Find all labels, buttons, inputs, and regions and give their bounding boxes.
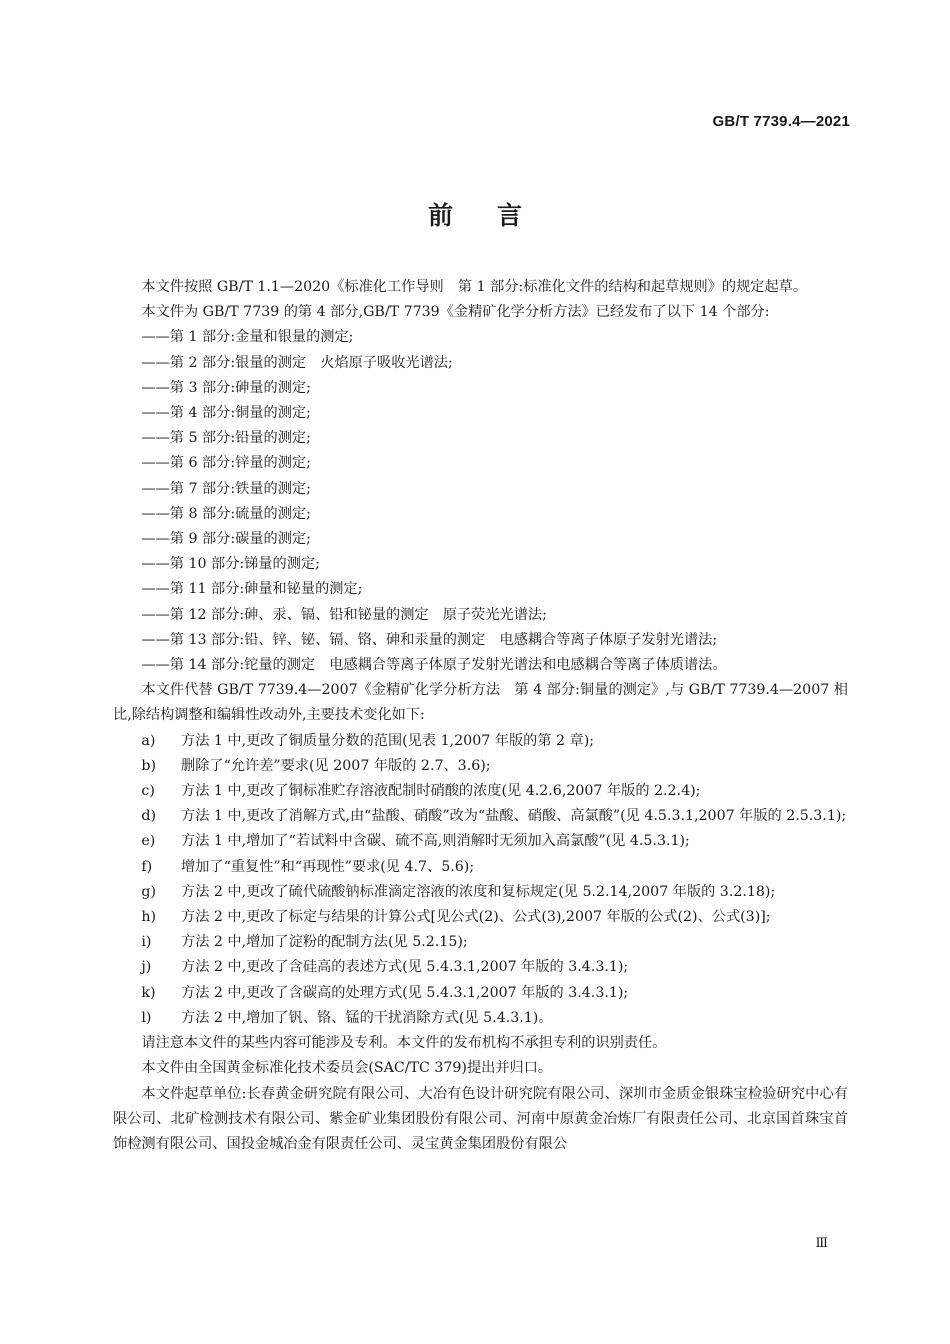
change-text: 删除了“允许差”要求(见 2007 年版的 2.7、3.6); xyxy=(181,757,491,774)
part-item: ——第 5 部分:铅量的测定; xyxy=(141,430,311,447)
change-text: 方法 2 中,更改了含碳高的处理方式(见 5.4.3.1,2007 年版的 3.4.3.1); xyxy=(181,984,629,1001)
part-item: ——第 7 部分:铁量的测定; xyxy=(141,480,311,497)
part-item: ——第 1 部分:金量和银量的测定; xyxy=(141,329,354,346)
part-item: ——第 11 部分:砷量和铋量的测定; xyxy=(141,581,363,598)
change-label: e) xyxy=(141,833,156,850)
change-item xyxy=(113,955,848,980)
standard-number: GB/T 7739.4—2021 xyxy=(712,113,850,130)
patent-notice: 请注意本文件的某些内容可能涉及专利。本文件的发布机构不承担专利的识别责任。 xyxy=(141,1035,667,1052)
change-text: 方法 2 中,更改了硫代硫酸钠标准滴定溶液的浓度和复标规定(见 5.2.14,2007 年版的 3.2.18); xyxy=(181,883,776,900)
page-title: 前言 xyxy=(427,201,566,230)
part-item: ——第 4 部分:铜量的测定; xyxy=(141,405,311,422)
drafting-units-paragraph: 本文件起草单位:长春黄金研究院有限公司、大冶有色设计研究院有限公司、深圳市金质金银珠宝检验研究中心有限公司、北矿检测技术有限公司、紫金矿业集团股份有限公司、河南中原黄金冶炼厂有限责任公司、北京国首珠宝首饰检测有限公司、国投金城冶金有限责任公司、灵宝黄金集团股份有限公 xyxy=(113,1085,848,1152)
change-text: 方法 1 中,增加了“若试料中含碳、硫不高,则消解时无须加入高氯酸”(见 4.5.3.1); xyxy=(181,833,690,850)
part-item: ——第 2 部分:银量的测定 火焰原子吸收光谱法; xyxy=(141,354,453,371)
part-item: ——第 8 部分:硫量的测定; xyxy=(141,505,311,522)
change-item xyxy=(113,1006,848,1031)
change-item xyxy=(113,779,848,804)
change-item xyxy=(113,855,848,880)
change-text: 方法 2 中,增加了钒、铬、锰的干扰消除方式(见 5.4.3.1)。 xyxy=(181,1009,553,1026)
committee-paragraph: 本文件由全国黄金标准化技术委员会(SAC/TC 379)提出并归口。 xyxy=(141,1060,553,1077)
change-label: h) xyxy=(141,909,157,926)
change-text: 方法 1 中,更改了铜标准贮存溶液配制时硝酸的浓度(见 4.2.6,2007 年版的 2.2.4); xyxy=(181,783,701,800)
change-label: f) xyxy=(141,858,153,875)
part-item: ——第 10 部分:锑量的测定; xyxy=(141,556,320,573)
page-number: Ⅲ xyxy=(815,1236,828,1251)
change-item xyxy=(113,829,848,854)
change-label: k) xyxy=(141,984,156,1001)
change-label: i) xyxy=(141,934,152,951)
change-text: 方法 2 中,增加了淀粉的配制方法(见 5.2.15); xyxy=(181,934,468,951)
document-body xyxy=(113,275,848,1157)
change-label: a) xyxy=(141,732,156,749)
part-item: ——第 14 部分:铊量的测定 电感耦合等离子体原子发射光谱法和电感耦合等离子体质谱法。 xyxy=(141,657,727,674)
part-item: ——第 6 部分:锌量的测定; xyxy=(141,455,311,472)
change-label: b) xyxy=(141,757,157,774)
change-item xyxy=(113,880,848,905)
part-item: ——第 9 部分:碳量的测定; xyxy=(141,531,311,548)
change-label: j) xyxy=(141,959,152,976)
change-text: 方法 2 中,更改了标定与结果的计算公式[见公式(2)、公式(3),2007 年版的公式(2)、公式(3)]; xyxy=(181,909,771,926)
change-item xyxy=(113,754,848,779)
replace-paragraph: 本文件代替 GB/T 7739.4—2007《金精矿化学分析方法 第 4 部分:铜量的测定》,与 GB/T 7739.4—2007 相比,除结构调整和编辑性改动外,主要技术变化如下: xyxy=(113,682,848,724)
change-item xyxy=(113,905,848,930)
change-label: g) xyxy=(141,883,157,900)
change-item xyxy=(113,804,848,829)
change-item xyxy=(113,981,848,1006)
change-label: l) xyxy=(141,1009,152,1026)
change-text: 方法 1 中,更改了消解方式,由“盐酸、硝酸”改为“盐酸、硝酸、高氯酸”(见 4.5.3.1,2007 年版的 2.5.3.1); xyxy=(181,808,847,825)
part-item: ——第 3 部分:砷量的测定; xyxy=(141,379,311,396)
change-text: 方法 2 中,更改了含硅高的表述方式(见 5.4.3.1,2007 年版的 3.4.3.1); xyxy=(181,959,629,976)
change-item xyxy=(113,729,848,754)
change-text: 增加了“重复性”和“再现性”要求(见 4.7、5.6); xyxy=(181,858,475,875)
change-label: c) xyxy=(141,783,155,800)
change-text: 方法 1 中,更改了铜质量分数的范围(见表 1,2007 年版的第 2 章); xyxy=(181,732,595,749)
change-label: d) xyxy=(141,808,157,825)
part-item: ——第 12 部分:砷、汞、镉、铅和铋量的测定 原子荧光光谱法; xyxy=(141,606,547,623)
part-item: ——第 13 部分:铅、锌、铋、镉、铬、砷和汞量的测定 电感耦合等离子体原子发射光谱法; xyxy=(141,631,718,648)
change-item xyxy=(113,930,848,955)
intro-paragraph: 本文件按照 GB/T 1.1—2020《标准化工作导则 第 1 部分:标准化文件的结构和起草规则》的规定起草。 xyxy=(141,279,808,295)
intro-paragraph: 本文件为 GB/T 7739 的第 4 部分,GB/T 7739《金精矿化学分析方法》已经发布了以下 14 个部分: xyxy=(141,304,770,321)
